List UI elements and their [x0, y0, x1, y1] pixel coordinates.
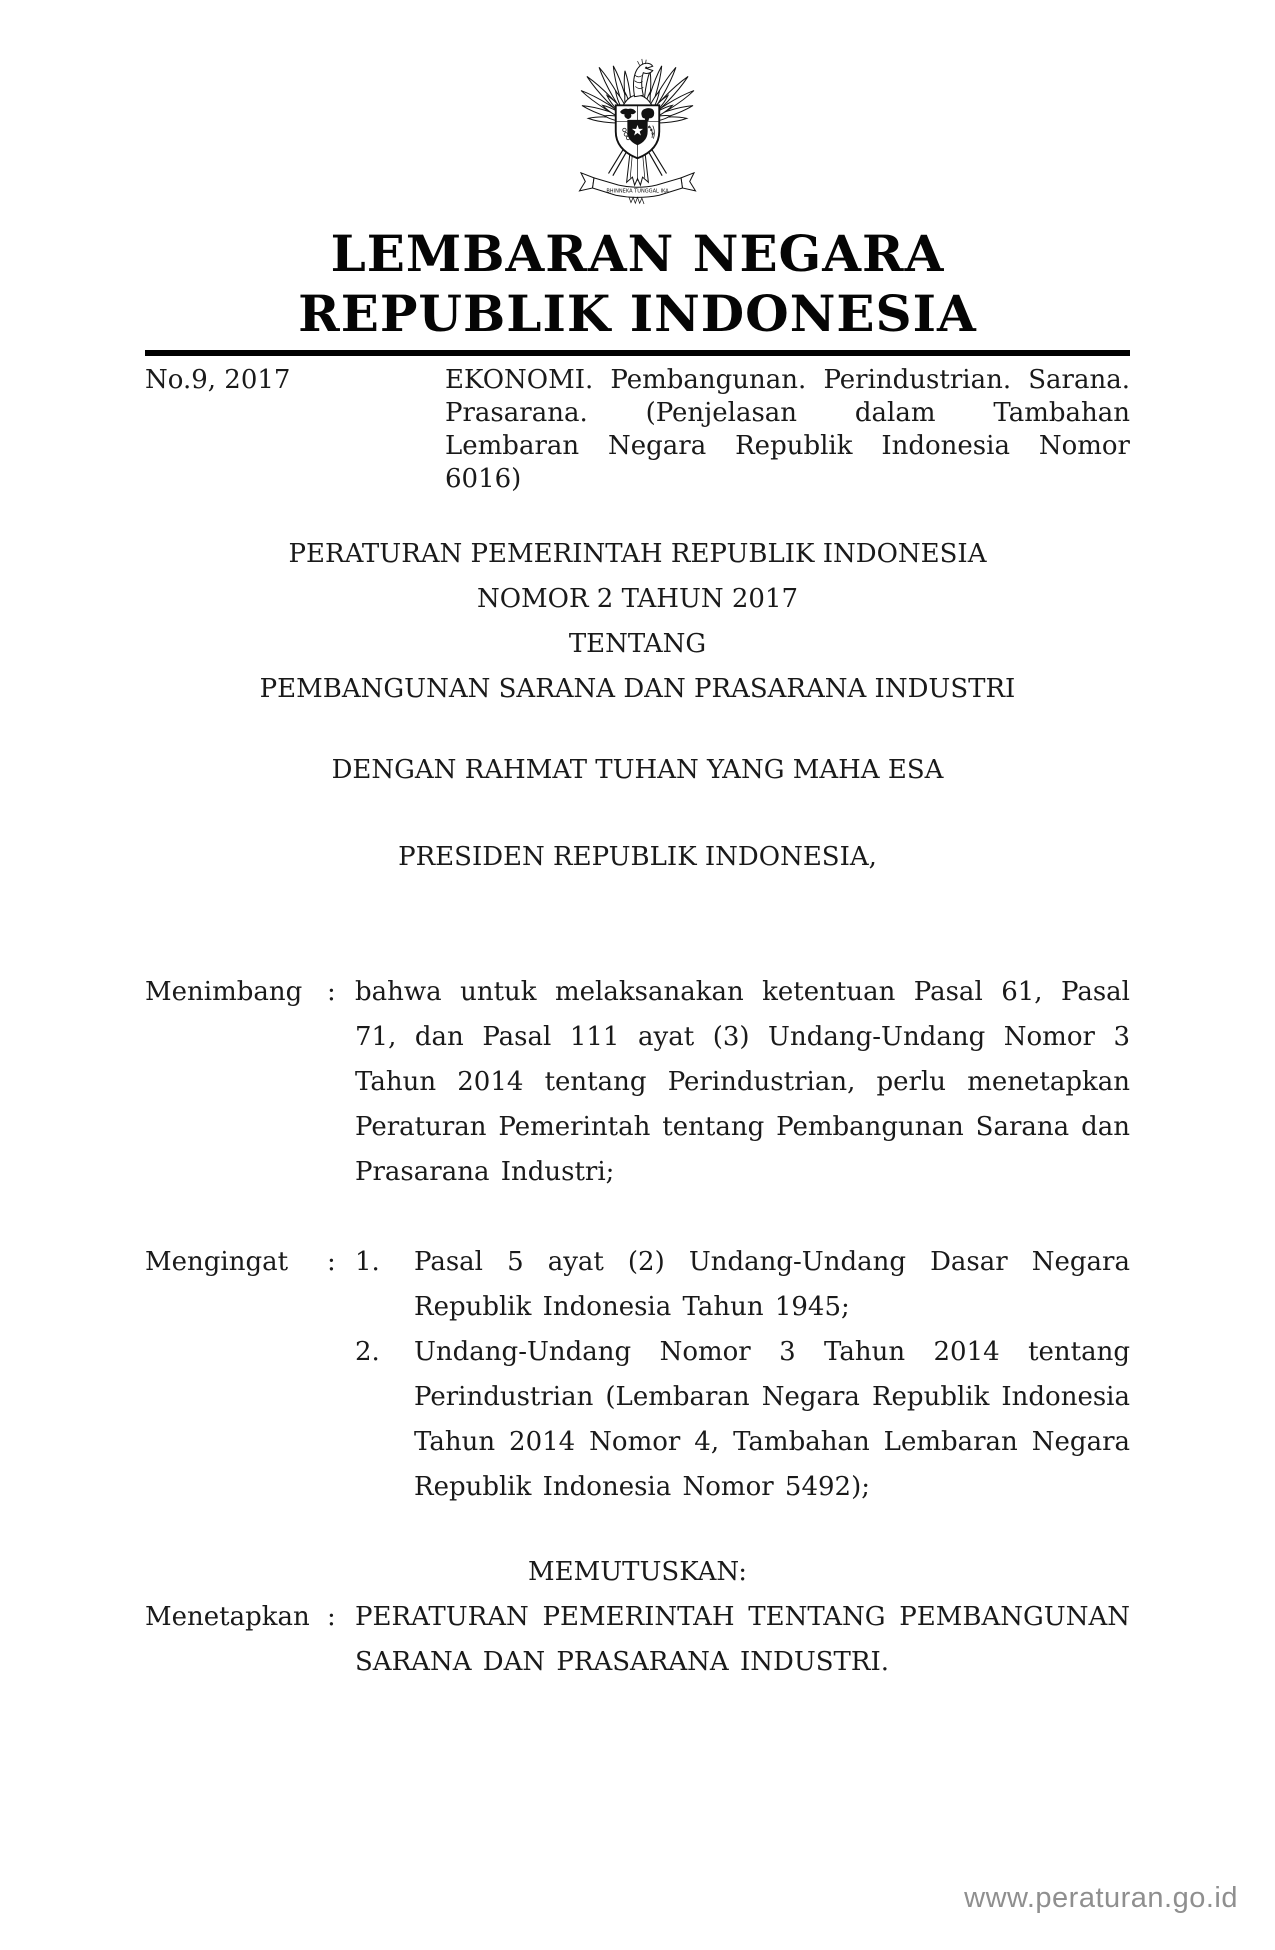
clause-mengingat-label: Mengingat [145, 1247, 289, 1277]
clause-menimbang-label: Menimbang [145, 977, 303, 1007]
clause-mengingat-list [355, 1240, 1130, 1510]
clause-mengingat-colon: : [327, 1247, 336, 1277]
authority-line: PRESIDEN REPUBLIK INDONESIA, [398, 842, 877, 872]
clause-menetapkan-colon: : [327, 1602, 336, 1632]
regulation-title [145, 532, 1130, 712]
list-item-text: Pasal 5 ayat (2) Undang-Undang Dasar Negara Republik Indonesia Tahun 1945; [414, 1247, 1130, 1322]
masthead-line-1: LEMBARAN NEGARA [330, 224, 945, 283]
clause-menimbang [145, 970, 1130, 1195]
gazette-number: No.9, 2017 [145, 365, 291, 395]
garuda-pancasila-emblem [565, 50, 710, 210]
clause-menetapkan-label: Menetapkan [145, 1602, 310, 1632]
clause-menimbang-text: bahwa untuk melaksanakan ketentuan Pasal 61, Pasal 71, dan Pasal 111 ayat (3) Undang-Undang Nomor 3 Tahun 2014 tentang Perindustrian, perlu menetapkan Peraturan Pemerintah tentang Pembangunan Sarana dan Prasarana Industri; [355, 977, 1130, 1187]
regulation-title-line-4: PEMBANGUNAN SARANA DAN PRASARANA INDUSTRI [259, 674, 1016, 704]
gazette-subject: EKONOMI. Pembangunan. Perindustrian. Sarana. Prasarana. (Penjelasan dalam Tambahan Lembaran Negara Republik Indonesia Nomor 6016) [445, 365, 1130, 494]
banner-text: BHINNEKA TUNGGAL IKA [606, 188, 669, 195]
list-item [355, 1240, 1130, 1330]
list-item-text: Undang-Undang Nomor 3 Tahun 2014 tentang Perindustrian (Lembaran Negara Republik Indonesia Tahun 2014 Nomor 4, Tambahan Lembaran Negara Republik Indonesia Nomor 5492); [414, 1337, 1130, 1502]
list-item-number: 2. [355, 1337, 380, 1367]
masthead-line-2: REPUBLIK INDONESIA [298, 284, 977, 343]
memutuskan-heading: MEMUTUSKAN: [528, 1557, 747, 1587]
list-item-number: 1. [355, 1247, 380, 1277]
clause-menetapkan-text: PERATURAN PEMERINTAH TENTANG PEMBANGUNAN SARANA DAN PRASARANA INDUSTRI. [355, 1602, 1130, 1677]
masthead [0, 224, 1275, 344]
header-rule [145, 350, 1130, 356]
clause-mengingat [145, 1240, 1130, 1510]
regulation-title-line-2: NOMOR 2 TAHUN 2017 [476, 584, 799, 614]
footer-watermark-url: www.peraturan.go.id [964, 1882, 1238, 1914]
clause-menetapkan [145, 1595, 1130, 1685]
invocation-line: DENGAN RAHMAT TUHAN YANG MAHA ESA [331, 755, 944, 785]
regulation-title-line-1: PERATURAN PEMERINTAH REPUBLIK INDONESIA [288, 539, 987, 569]
gazette-header [145, 364, 1130, 496]
regulation-title-line-3: TENTANG [568, 629, 707, 659]
clause-menimbang-colon: : [327, 977, 336, 1007]
list-item [355, 1330, 1130, 1510]
emblem-container [0, 0, 1275, 214]
